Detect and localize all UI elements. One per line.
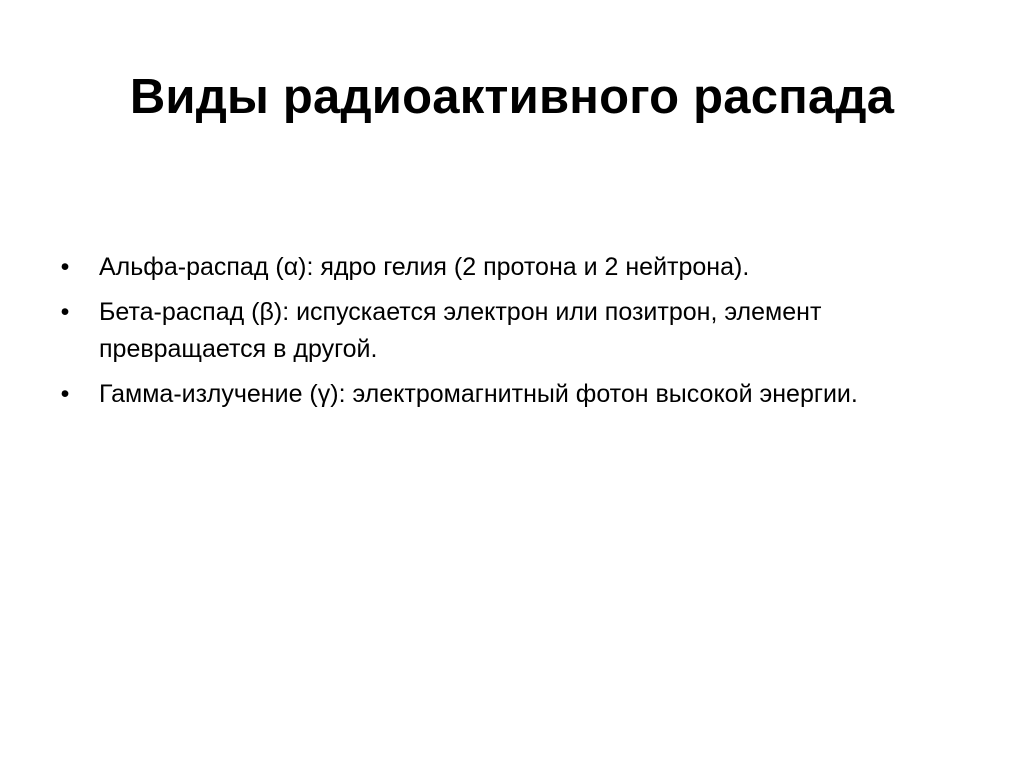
bullet-dot-icon: •: [60, 253, 70, 281]
bullet-text-alpha: Альфа-распад (α): ядро гелия (2 протона и 2 нейтрона).: [99, 253, 750, 281]
bullet-list: [57, 249, 957, 421]
bullet-item-gamma: [57, 376, 957, 413]
bullet-dot-icon: •: [60, 380, 70, 408]
bullet-text-gamma: Гамма-излучение (γ): электромагнитный фотон высокой энергии.: [99, 380, 858, 408]
bullet-dot-icon: •: [60, 298, 70, 326]
bullet-item-alpha: [57, 249, 957, 286]
slide-title: Виды радиоактивного распада: [129, 70, 895, 124]
bullet-text-beta: Бета-распад (β): испускается электрон или позитрон, элемент превращается в другой.: [99, 298, 822, 363]
bullet-item-beta: [57, 294, 957, 368]
